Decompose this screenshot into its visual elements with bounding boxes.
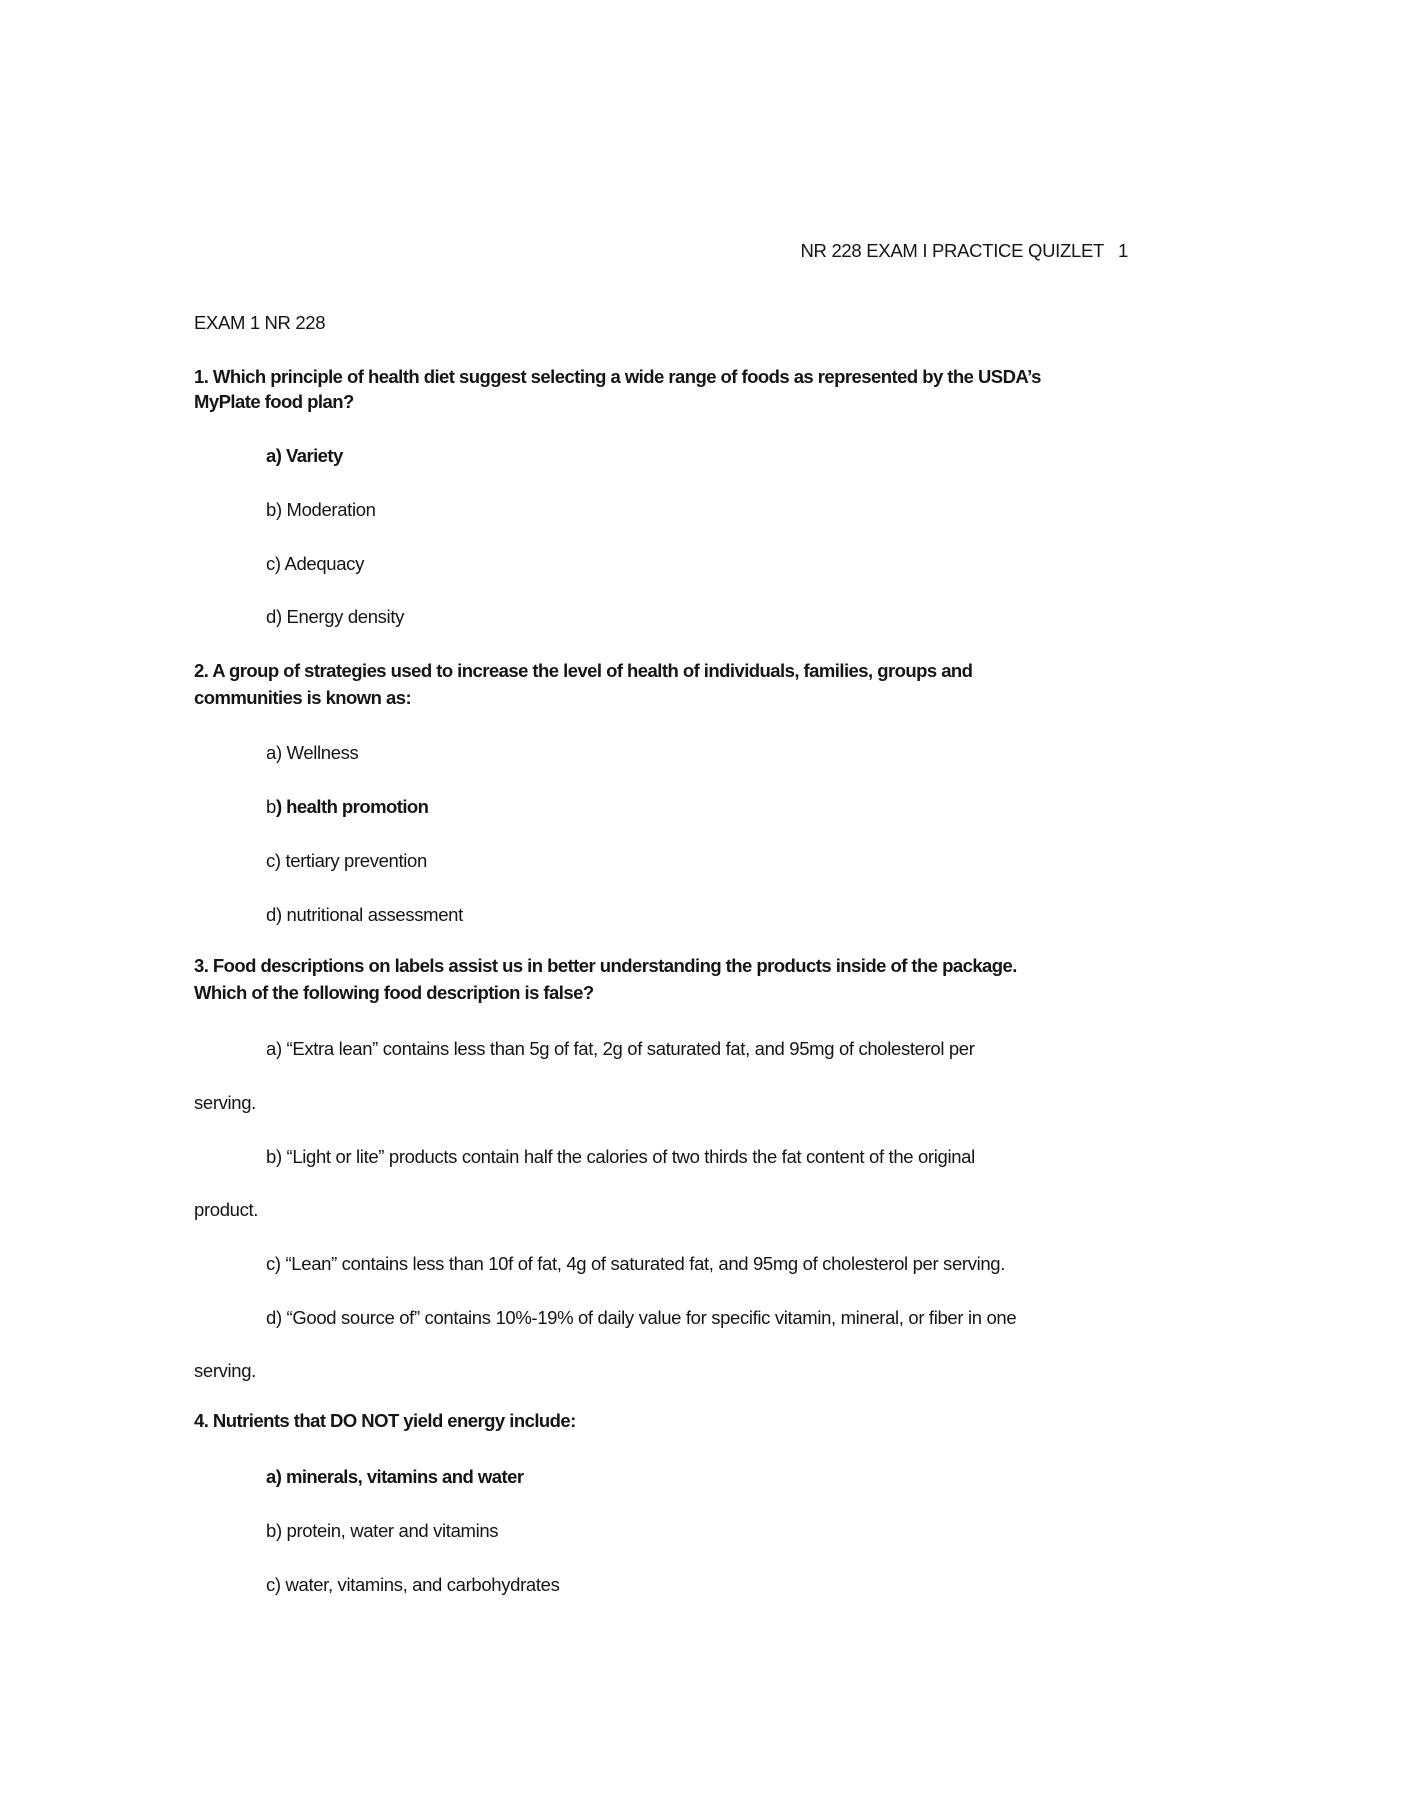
answer-option-continuation: serving. — [194, 1360, 256, 1381]
answer-option: d) “Good source of” contains 10%-19% of daily value for specific vitamin, mineral, or fiber in one — [266, 1307, 1017, 1328]
answer-option: c) tertiary prevention — [266, 850, 427, 871]
answer-option-continuation: product. — [194, 1199, 259, 1220]
page-header — [800, 240, 1128, 262]
question-text: 2. A group of strategies used to increase the level of health of individuals, families, groups and — [194, 660, 973, 681]
page-number: 1 — [1118, 240, 1128, 261]
question-text: communities is known as: — [194, 687, 412, 708]
document-title: EXAM 1 NR 228 — [194, 312, 326, 333]
header-title: NR 228 EXAM I PRACTICE QUIZLET — [800, 240, 1104, 261]
answer-option-correct: a) Variety — [266, 445, 343, 466]
option-text: ) health promotion — [275, 796, 429, 817]
answer-option: d) nutritional assessment — [266, 904, 463, 925]
question-text: Which of the following food description is false? — [194, 982, 594, 1003]
question-text: 1. Which principle of health diet suggest selecting a wide range of foods as represented by the USDA’s — [194, 366, 1041, 387]
answer-option: a) Wellness — [266, 742, 359, 763]
answer-option: b) “Light or lite” products contain half the calories of two thirds the fat content of the original — [266, 1146, 975, 1167]
answer-option-correct — [266, 796, 428, 818]
answer-option-continuation: serving. — [194, 1092, 256, 1113]
answer-option: c) water, vitamins, and carbohydrates — [266, 1574, 560, 1595]
answer-option: a) “Extra lean” contains less than 5g of fat, 2g of saturated fat, and 95mg of cholesterol per — [266, 1038, 975, 1059]
answer-option: b) Moderation — [266, 499, 376, 520]
question-text: MyPlate food plan? — [194, 391, 354, 412]
question-text: 3. Food descriptions on labels assist us in better understanding the products inside of the package. — [194, 955, 1017, 976]
answer-option: b) protein, water and vitamins — [266, 1520, 499, 1541]
answer-option-correct: a) minerals, vitamins and water — [266, 1466, 524, 1487]
answer-option: d) Energy density — [266, 606, 405, 627]
option-letter: b — [266, 796, 276, 817]
answer-option: c) “Lean” contains less than 10f of fat, 4g of saturated fat, and 95mg of cholesterol per serving. — [266, 1253, 1006, 1274]
answer-option: c) Adequacy — [266, 553, 364, 574]
question-text: 4. Nutrients that DO NOT yield energy include: — [194, 1410, 576, 1431]
